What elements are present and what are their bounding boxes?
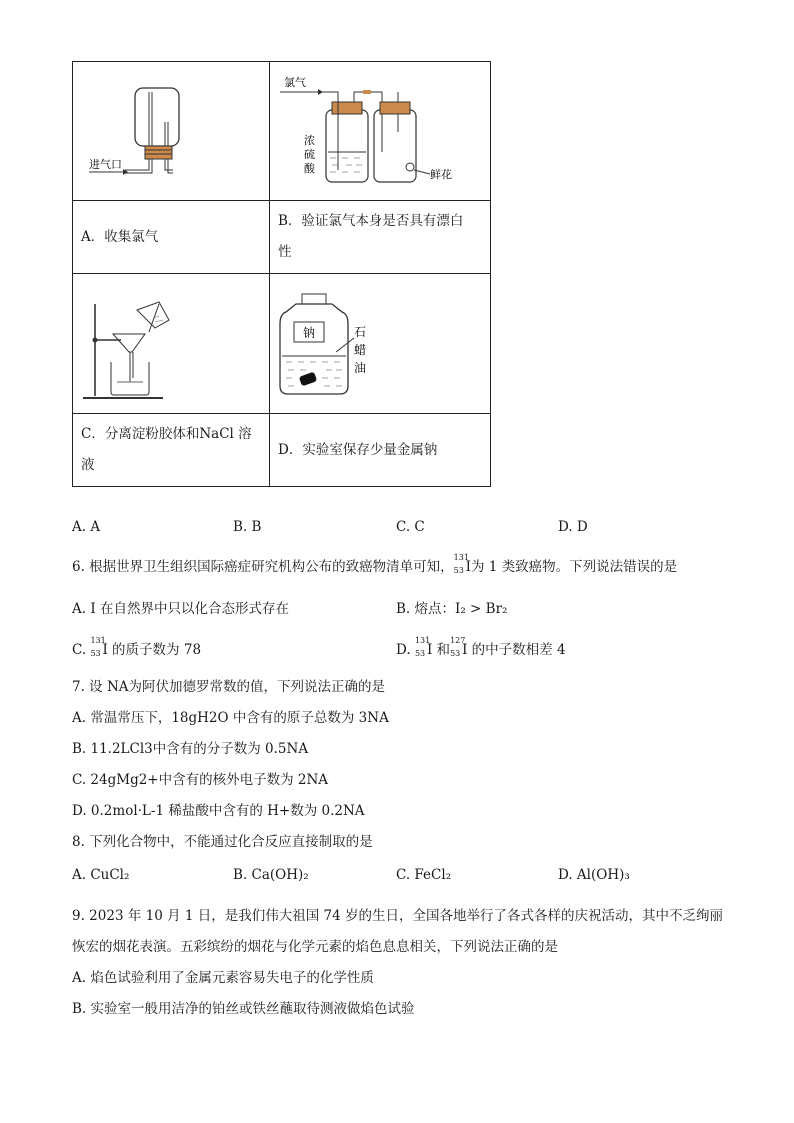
option-b-label-line1: B．验证氯气本身是否具有漂白 [278,213,464,229]
option-c-cell [73,414,270,487]
q6-option-b: B. 熔点：I₂ > Br₂ [396,601,508,617]
q5-option-a: A. A [72,519,101,535]
q5-option-d: D. D [558,519,588,535]
oil-label-3: 油 [354,361,367,375]
acid-label-2: 硫 [304,148,315,161]
q6-option-c: C. 131 53 I 的质子数为 78 [72,636,202,658]
q6-option-d: D. 131 53 I 和 127 53 I 的中子数相差 4 [396,636,566,658]
apparatus-a-cell [73,62,270,201]
option-c-label-line1: C．分离淀粉胶体和NaCl 溶 [81,426,252,442]
option-d-cell [270,414,491,487]
q7-option-a: A. 常温常压下，18gH2O 中含有的原子总数为 3NA [72,710,389,726]
q9-stem-line1: 9. 2023 年 10 月 1 日，是我们伟大祖国 74 岁的生日，全国各地举行了各式各样的庆祝活动，其中不乏绚丽 [72,908,724,924]
experiment-table [72,61,491,487]
filtration-figure [73,274,269,409]
apparatus-d-cell [270,274,491,414]
q8-option-d: D. Al(OH)₃ [558,867,630,883]
q9-option-b: B. 实验室一般用洁净的铂丝或铁丝蘸取待测液做焰色试验 [72,1001,415,1017]
acid-label-1: 浓 [304,134,315,147]
chlorine-gas-label: 氯气 [284,76,306,89]
option-c-label-line2: 液 [81,457,95,473]
iodine-131-symbol: 131 53 [453,553,469,575]
q7-option-d: D. 0.2mol·L-1 稀盐酸中含有的 H+数为 0.2NA [72,803,365,819]
q5-option-b: B. B [233,519,262,535]
q7-option-b: B. 11.2LCl3中含有的分子数为 0.5NA [72,741,309,757]
reagent-bottle-figure [270,274,490,409]
option-b-label-line2: 性 [278,244,292,260]
gas-collection-bottle-figure [73,62,269,196]
option-d-label: D．实验室保存少量金属钠 [278,441,438,458]
option-a-cell [73,201,270,274]
q9-stem-line2: 恢宏的烟花表演。五彩缤纷的烟花与化学元素的焰色息息相关，下列说法正确的是 [72,939,558,955]
q5-option-c: C. C [396,519,425,535]
q9-option-a: A. 焰色试验利用了金属元素容易失电子的化学性质 [72,970,374,986]
q7-stem: 7. 设 NA为阿伏加德罗常数的值，下列说法正确的是 [72,679,386,695]
q8-option-b: B. Ca(OH)₂ [233,867,309,883]
q8-stem: 8. 下列化合物中，不能通过化合反应直接制取的是 [72,834,373,850]
washing-bottles-figure [270,62,490,196]
apparatus-b-cell [270,62,491,201]
q6-stem: 6. 根据世界卫生组织国际癌症研究机构公布的致癌物清单可知， 131 53 I为 1 类致癌物。下列说法错误的是 [72,553,678,575]
option-b-cell [270,201,491,274]
apparatus-c-cell [73,274,270,414]
sodium-label: 钠 [303,326,316,340]
inlet-label: 进气口 [89,158,122,171]
oil-label-2: 蜡 [354,343,367,357]
oil-label-1: 石 [354,325,367,339]
q8-option-a: A. CuCl₂ [72,867,130,883]
acid-label-3: 酸 [304,162,315,175]
q8-option-c: C. FeCl₂ [396,867,452,883]
option-a-label: A．收集氯气 [81,228,159,245]
q7-option-c: C. 24gMg2+中含有的核外电子数为 2NA [72,772,329,788]
flower-label: 鲜花 [430,168,452,181]
q6-option-a: A. I 在自然界中只以化合态形式存在 [72,601,289,617]
